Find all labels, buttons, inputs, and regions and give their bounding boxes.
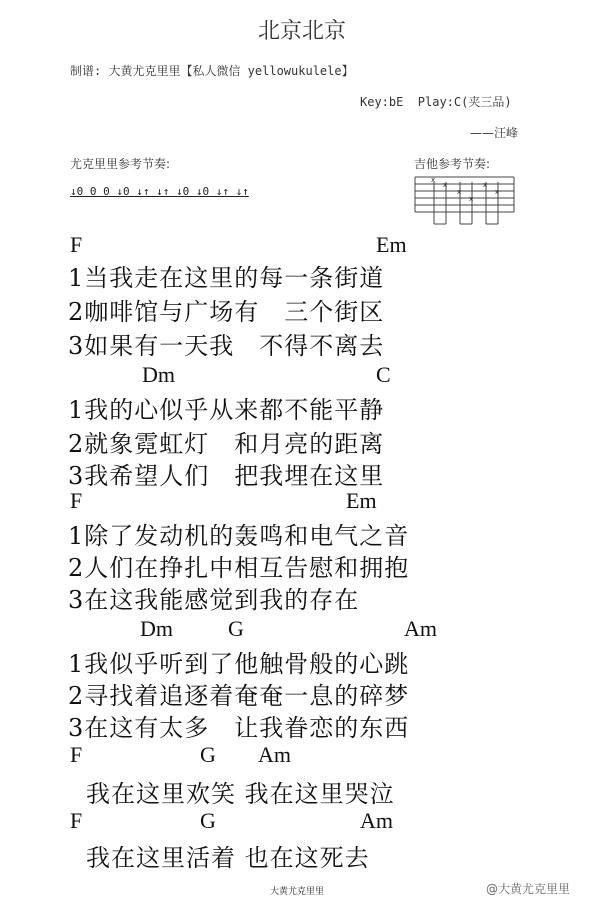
chord: Dm bbox=[140, 616, 173, 641]
chord: G bbox=[200, 808, 216, 833]
lyric-line: 3在这有太多 让我眷恋的东西 bbox=[68, 714, 410, 742]
footer-brand: 大黄尤克里里 bbox=[270, 887, 325, 897]
chord: Am bbox=[360, 808, 393, 833]
lyric-line: 2寻找着追逐着奄奄一息的碎梦 bbox=[68, 682, 410, 710]
lyric-line: 3在这我能感觉到我的存在 bbox=[68, 586, 360, 614]
chord: G bbox=[228, 616, 244, 641]
chord: Em bbox=[346, 488, 377, 513]
chord: C bbox=[376, 362, 391, 387]
lyric-line: 1当我走在这里的每一条街道 bbox=[68, 264, 385, 292]
chord: F bbox=[70, 232, 83, 257]
watermark: @大黄尤克里里 bbox=[486, 882, 571, 896]
chord: F bbox=[70, 808, 83, 833]
lyric-line: 3我希望人们 把我埋在这里 bbox=[68, 462, 385, 490]
guitar-rhythm-label: 吉他参考节奏: bbox=[414, 157, 491, 171]
lyric-line: 我在这里活着 也在这死去 bbox=[86, 844, 370, 872]
svg-text:x: x bbox=[431, 176, 436, 184]
lyric-line: 1我似乎听到了他触骨般的心跳 bbox=[68, 650, 410, 678]
svg-text:x: x bbox=[483, 181, 488, 189]
guitar-rhythm-tab bbox=[414, 174, 520, 228]
lyric-line: 3如果有一天我 不得不离去 bbox=[68, 332, 385, 360]
lyric-line: 1我的心似乎从来都不能平静 bbox=[68, 396, 385, 424]
chord: Am bbox=[258, 742, 291, 767]
lyric-line: 2就象霓虹灯 和月亮的距离 bbox=[68, 430, 385, 458]
song-title: 北京北京 bbox=[257, 19, 346, 44]
lyric-line: 2人们在挣扎中相互告慰和拥抱 bbox=[68, 554, 410, 582]
svg-text:x: x bbox=[443, 181, 448, 189]
chord: F bbox=[70, 742, 83, 767]
lyric-line: 我在这里欢笑 我在这里哭泣 bbox=[86, 780, 395, 808]
rhythm-pattern: ↓0 0 0 ↓0 ↓↑ ↓↑ ↓0 ↓0 ↓↑ ↓↑ bbox=[70, 185, 249, 198]
artist: ——汪峰 bbox=[470, 126, 519, 140]
lyric-line: 1除了发动机的轰鸣和电气之音 bbox=[68, 522, 410, 550]
svg-text:x: x bbox=[457, 188, 462, 196]
key-info: Key:bE Play:C(夹三品) bbox=[360, 95, 512, 109]
chord: Em bbox=[376, 232, 407, 257]
ukulele-rhythm-label: 尤克里里参考节奏: bbox=[70, 157, 171, 171]
lyric-line: 2咖啡馆与广场有 三个街区 bbox=[68, 298, 385, 326]
chord: Am bbox=[404, 616, 437, 641]
credits: 制谱: 大黄尤克里里【私人微信 yellowukulele】 bbox=[70, 64, 354, 78]
chord: G bbox=[200, 742, 216, 767]
chord: F bbox=[70, 488, 83, 513]
chord: Dm bbox=[142, 362, 175, 387]
svg-text:x: x bbox=[495, 188, 500, 196]
svg-text:x: x bbox=[469, 195, 474, 203]
